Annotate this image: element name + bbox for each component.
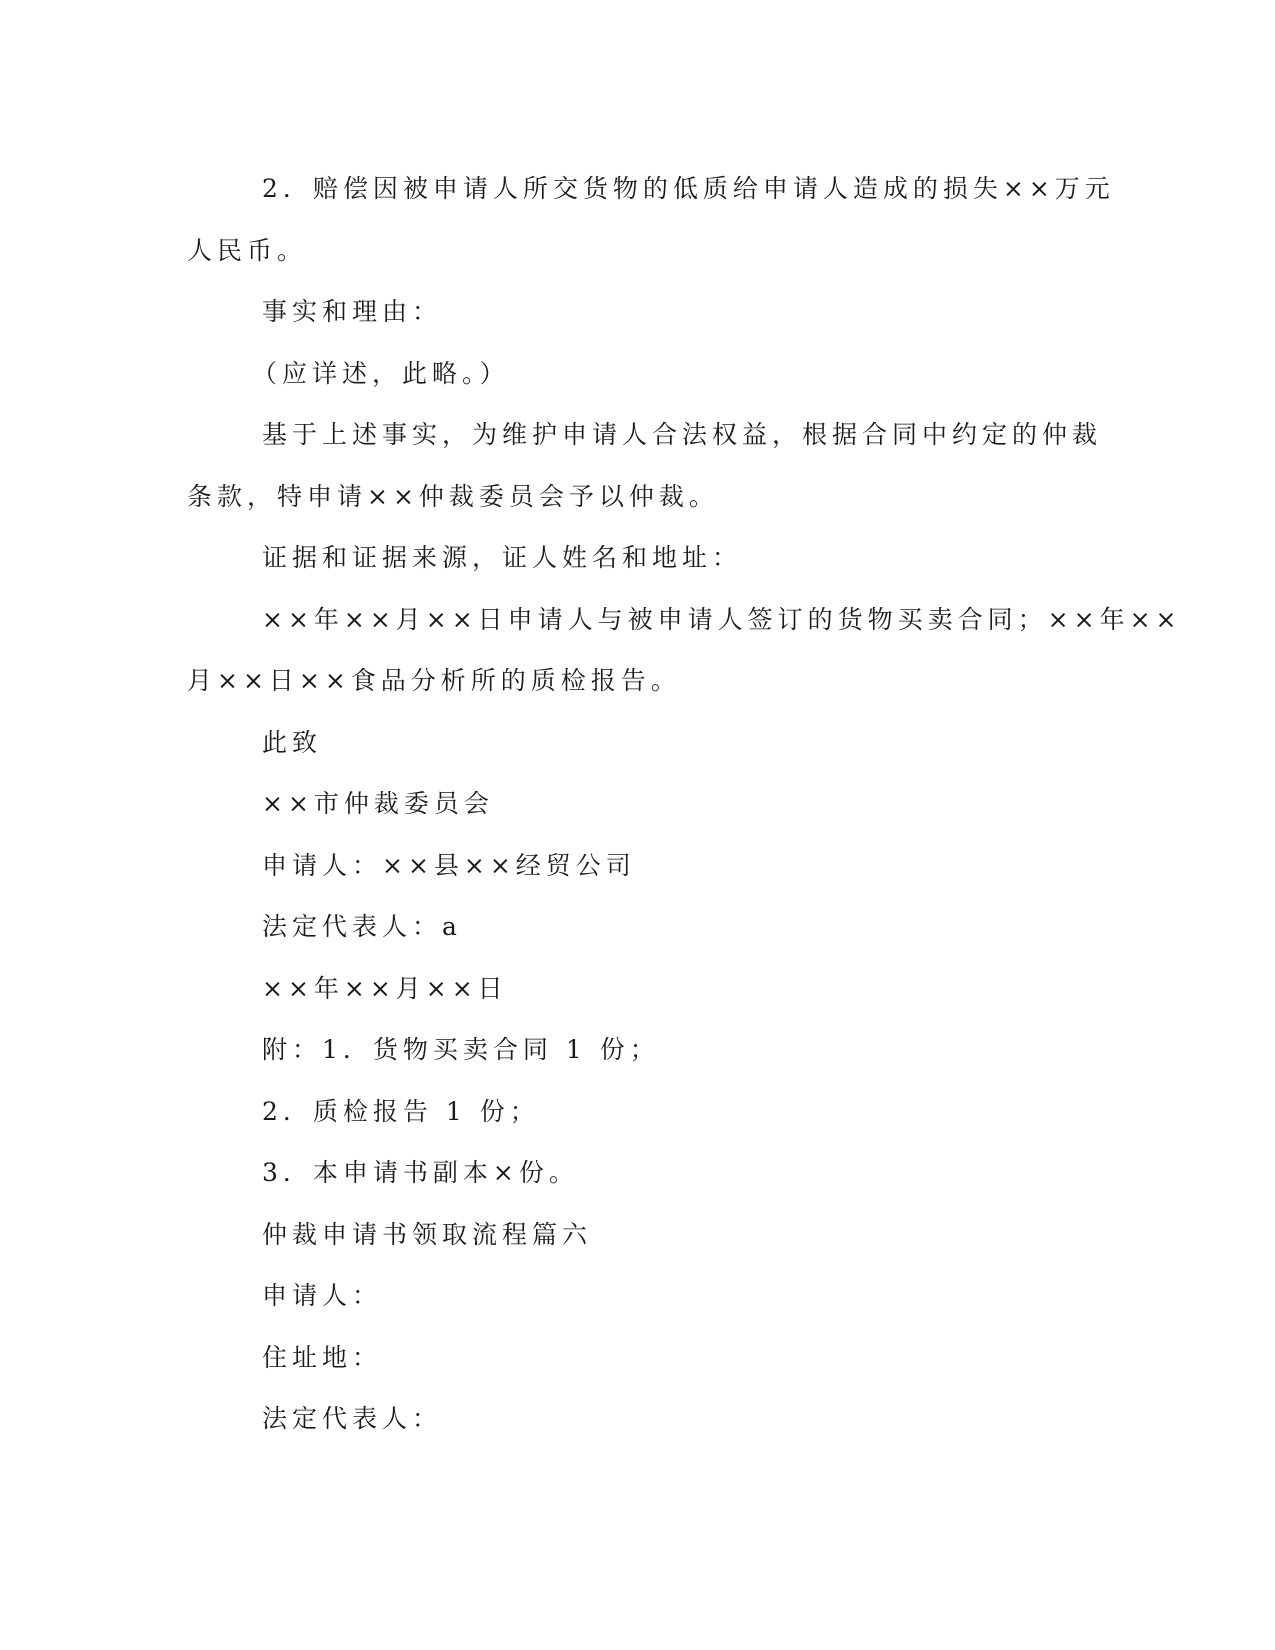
paragraph-basis-line-2: 条款，特申请××仲裁委员会予以仲裁。 [187, 481, 719, 511]
attachment-3: 3．本申请书副本×份。 [262, 1158, 579, 1187]
paragraph-claim-2-line-2: 人民币。 [187, 235, 308, 265]
attachment-2: 2．质检报告 1 份； [262, 1096, 540, 1126]
paragraph-evidence-line-1: ××年××月××日申请人与被申请人签订的货物买卖合同；××年×× [262, 604, 1182, 634]
field-legal-representative: 法定代表人： [262, 1404, 443, 1433]
paragraph-basis-line-1: 基于上述事实，为维护申请人合法权益，根据合同中约定的仲裁 [262, 420, 1103, 449]
recipient: ××市仲裁委员会 [262, 789, 494, 818]
paragraph-claim-2 [187, 158, 1115, 281]
paragraph-claim-2-line-1: 2．赔偿因被申请人所交货物的低质给申请人造成的损失××万元 [262, 174, 1115, 203]
paragraph-evidence-list [187, 589, 1182, 712]
document-body [187, 158, 1182, 1450]
legal-representative-signature: 法定代表人：a [262, 912, 462, 941]
salutation: 此致 [262, 727, 323, 757]
applicant-signature: 申请人：××县××经贸公司 [262, 850, 636, 880]
heading-facts-and-reasons: 事实和理由： [262, 297, 443, 326]
attachment-1: 附：1．货物买卖合同 1 份； [262, 1035, 660, 1064]
paragraph-basis [187, 404, 1103, 527]
paragraph-evidence-line-2: 月××日××食品分析所的质检报告。 [187, 666, 681, 695]
field-address: 住址地： [262, 1342, 383, 1372]
section-title: 仲裁申请书领取流程篇六 [262, 1219, 593, 1249]
paragraph-detail-omitted: （应详述，此略。） [252, 358, 510, 388]
field-applicant: 申请人： [262, 1281, 383, 1310]
heading-evidence: 证据和证据来源，证人姓名和地址： [262, 543, 743, 572]
signature-date: ××年××月××日 [262, 973, 508, 1003]
